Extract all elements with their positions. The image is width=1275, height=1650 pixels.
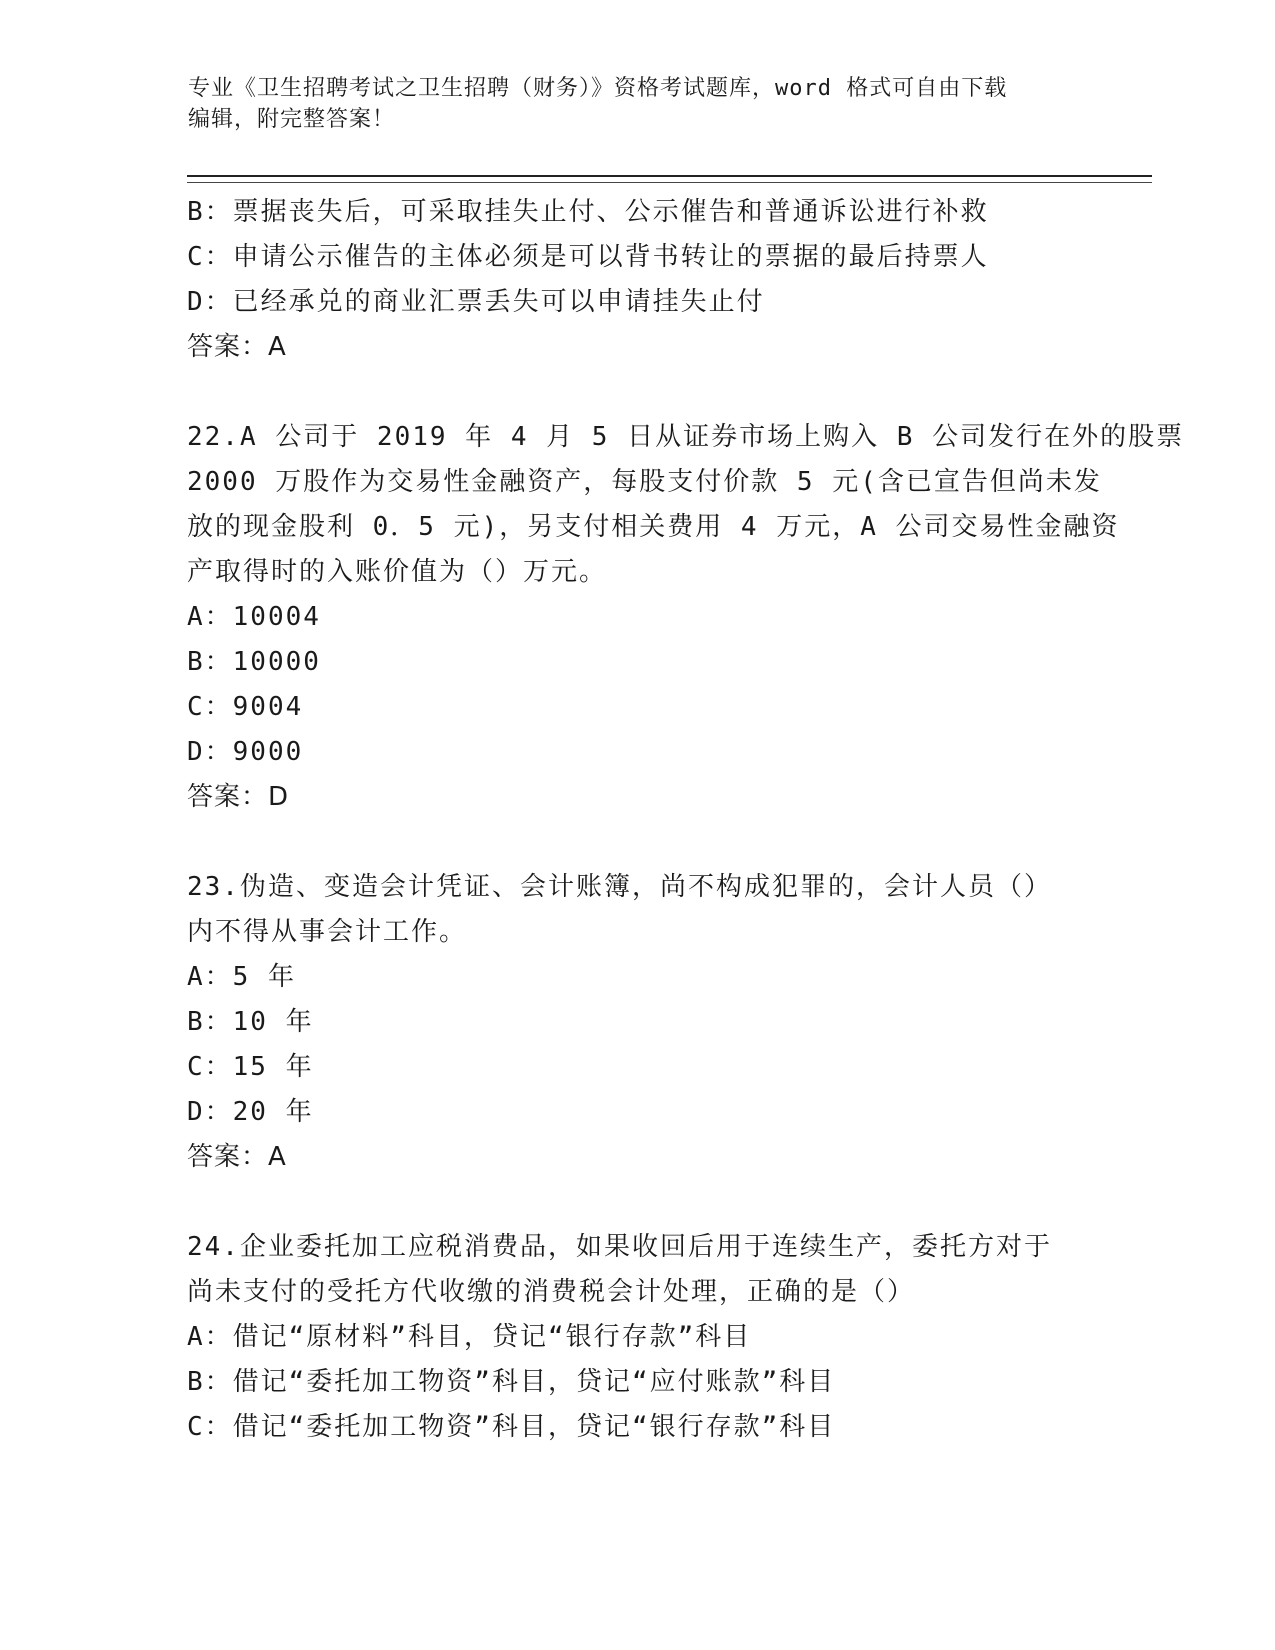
option-d: D：已经承兑的商业汇票丢失可以申请挂失止付 (187, 287, 765, 317)
spacer (187, 1180, 1087, 1225)
header-line-1: 专业《卫生招聘考试之卫生招聘（财务）》资格考试题库，word 格式可自由下载 (188, 76, 1008, 101)
header-divider-thin (187, 182, 1152, 183)
question-21-continued (187, 190, 1087, 370)
option-b: B：10000 (187, 647, 321, 677)
stem-line: 产取得时的入账价值为（）万元。 (187, 557, 608, 587)
question-stem (187, 1225, 1087, 1315)
stem-line: 2000 万股作为交易性金融资产，每股支付价款 5 元(含已宣告但尚未发 (187, 467, 1102, 497)
question-stem (187, 415, 1185, 595)
option-c: C：9004 (187, 692, 304, 722)
stem-line: 23.伪造、变造会计凭证、会计账簿，尚不构成犯罪的，会计人员（） (187, 872, 1052, 902)
header-line-2: 编辑，附完整答案！ (188, 107, 396, 132)
spacer (187, 370, 1087, 415)
option-a: A：借记“原材料”科目，贷记“银行存款”科目 (187, 1322, 752, 1352)
question-24 (187, 1225, 1087, 1450)
option-b: B：10 年 (187, 1007, 314, 1037)
stem-line: 22.A 公司于 2019 年 4 月 5 日从证券市场上购入 B 公司发行在外的股票 (187, 422, 1185, 452)
header-divider-thick (187, 175, 1152, 177)
stem-line: 放的现金股利 0．5 元)，另支付相关费用 4 万元，A 公司交易性金融资 (187, 512, 1120, 542)
question-23 (187, 865, 1087, 1180)
stem-line: 内不得从事会计工作。 (187, 917, 468, 947)
stem-line: 尚未支付的受托方代收缴的消费税会计处理，正确的是（） (187, 1277, 916, 1307)
document-header (188, 73, 1088, 135)
option-a: A：10004 (187, 602, 321, 632)
answer-line: 答案：A (187, 332, 287, 362)
spacer (187, 820, 1087, 865)
answer-line: 答案：A (187, 1142, 287, 1172)
option-c: C：借记“委托加工物资”科目，贷记“银行存款”科目 (187, 1412, 836, 1442)
option-c: C：申请公示催告的主体必须是可以背书转让的票据的最后持票人 (187, 242, 989, 272)
option-d: D：20 年 (187, 1097, 314, 1127)
question-list (187, 190, 1185, 1450)
question-22 (187, 415, 1185, 820)
question-stem (187, 865, 1087, 955)
stem-line: 24.企业委托加工应税消费品，如果收回后用于连续生产，委托方对于 (187, 1232, 1052, 1262)
answer-line: 答案：D (187, 782, 290, 812)
option-c: C：15 年 (187, 1052, 314, 1082)
option-d: D：9000 (187, 737, 304, 767)
option-b: B：借记“委托加工物资”科目，贷记“应付账款”科目 (187, 1367, 836, 1397)
option-a: A：5 年 (187, 962, 296, 992)
option-b: B：票据丧失后，可采取挂失止付、公示催告和普通诉讼进行补救 (187, 197, 989, 227)
